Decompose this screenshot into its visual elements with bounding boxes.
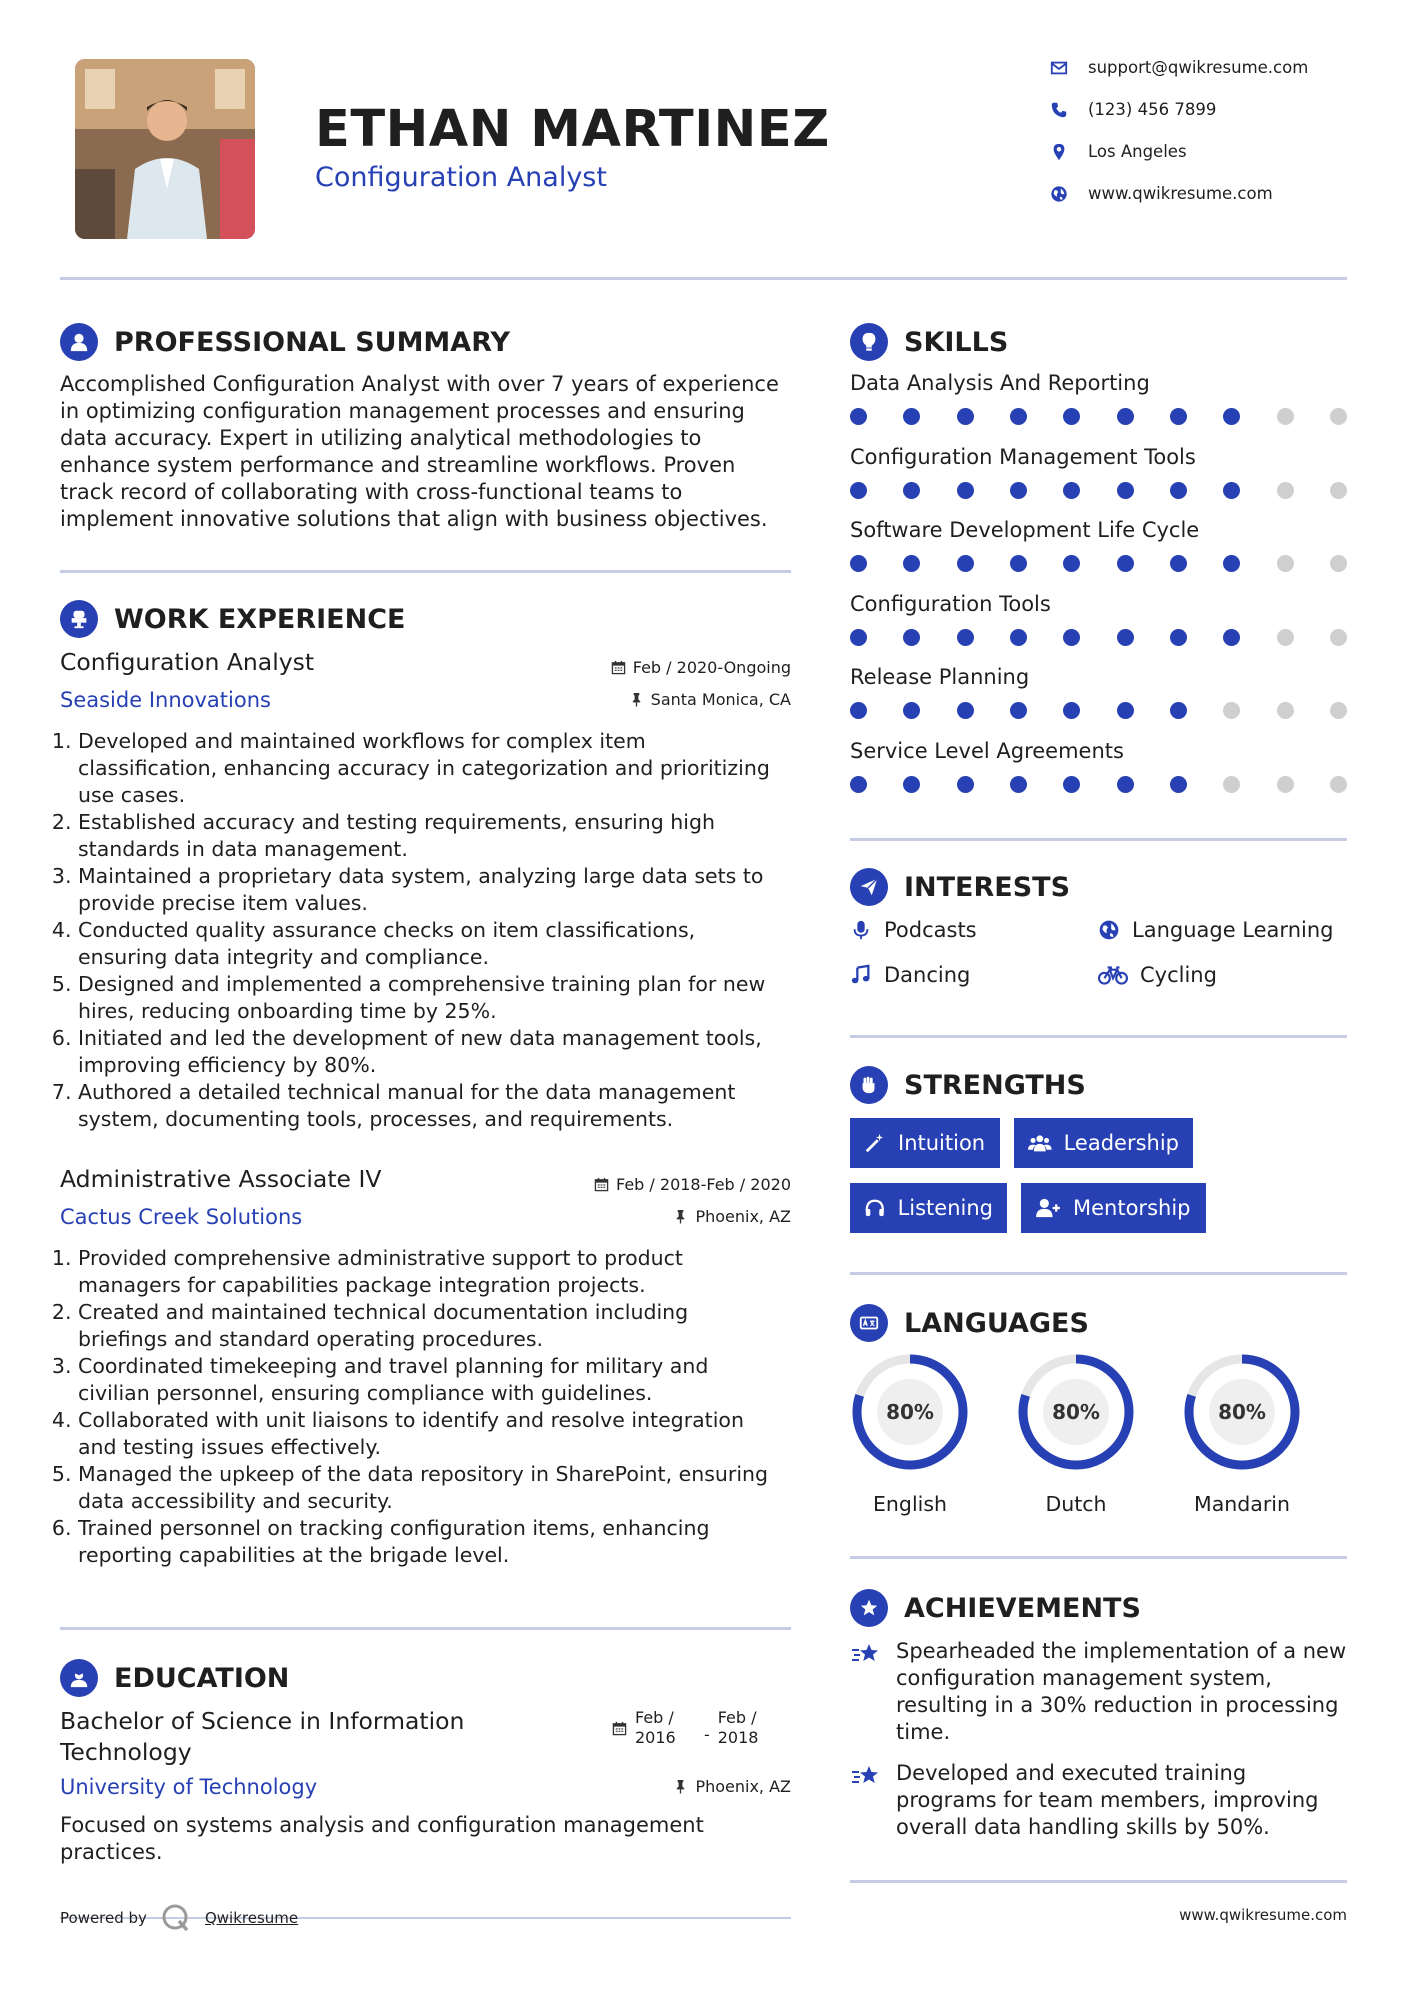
achievements-divider <box>850 1880 1347 1883</box>
languages-heading-text: LANGUAGES <box>904 1307 1089 1339</box>
experience-divider <box>60 1627 791 1630</box>
rating-dot-filled <box>1117 702 1134 719</box>
rating-dot-filled <box>850 776 867 793</box>
interests-heading <box>850 868 1070 906</box>
rating-dot-filled <box>1063 555 1080 572</box>
languages-list <box>840 1350 1360 1520</box>
strength-tag-listening <box>850 1183 1007 1233</box>
rating-dot-filled <box>1117 482 1134 499</box>
skill-row <box>850 518 1347 572</box>
rating-dot-filled <box>957 629 974 646</box>
achievement-item: Developed and executed training programs for team members, improving overall data handling skills by 50%. <box>850 1760 1347 1841</box>
rating-dot-filled <box>1063 629 1080 646</box>
rating-dot-filled <box>1170 702 1187 719</box>
company-name: Cactus Creek Solutions <box>60 1205 303 1229</box>
contact-location <box>1050 142 1187 161</box>
contact-website-text: www.qwikresume.com <box>1088 184 1273 203</box>
rating-dot-filled <box>1010 408 1027 425</box>
rating-dot-filled <box>957 702 974 719</box>
user-icon <box>60 323 98 361</box>
rating-dot-empty <box>1330 555 1347 572</box>
headphones-icon <box>864 1197 886 1219</box>
school-name: University of Technology <box>60 1775 318 1799</box>
rating-dot-filled <box>1063 776 1080 793</box>
rating-dot-filled <box>903 776 920 793</box>
strength-tag-mentorship <box>1021 1183 1206 1233</box>
star-badge-icon <box>850 1589 888 1627</box>
summary-line: in optimizing configuration management processes and ensuring <box>60 399 745 423</box>
rating-dot-empty <box>1223 702 1240 719</box>
ring-percent-label: 80% <box>1218 1400 1266 1424</box>
skill-row <box>850 445 1347 499</box>
skill-name: Configuration Management Tools <box>850 444 1196 469</box>
language-icon <box>850 1304 888 1342</box>
skill-name: Release Planning <box>850 665 1030 689</box>
degree-line: Technology <box>60 1738 192 1766</box>
experience-heading <box>60 600 405 638</box>
rating-dot-filled <box>1010 776 1027 793</box>
profile-photo <box>75 59 255 239</box>
rating-dot-filled <box>1170 482 1187 499</box>
contact-email[interactable] <box>1050 58 1308 77</box>
rating-dot-filled <box>1117 408 1134 425</box>
languages-divider <box>850 1556 1347 1559</box>
summary-line: Accomplished Configuration Analyst with over 7 years of experience <box>60 372 779 396</box>
globe-icon <box>1098 919 1120 941</box>
rating-dot-filled <box>903 555 920 572</box>
rating-dot-filled <box>850 408 867 425</box>
company-name: Seaside Innovations <box>60 688 271 712</box>
ring-percent-label: 80% <box>1052 1400 1100 1424</box>
ring-percent-label: 80% <box>886 1400 934 1424</box>
education-heading <box>60 1659 289 1697</box>
briefcase-icon <box>60 600 98 638</box>
interest-language-learning <box>1098 918 1333 942</box>
skill-rating <box>850 482 1347 499</box>
job-location-text: Phoenix, AZ <box>695 1207 791 1226</box>
education-date-end: Feb / 2018 <box>717 1708 759 1747</box>
rating-dot-filled <box>1010 555 1027 572</box>
summary-line: implement innovative solutions that align with business objectives. <box>60 507 768 531</box>
contact-phone-text: (123) 456 7899 <box>1088 100 1217 119</box>
skill-rating <box>850 408 1347 425</box>
rating-dot-filled <box>1117 629 1134 646</box>
education-location-text: Phoenix, AZ <box>695 1777 791 1796</box>
skill-name: Data Analysis And Reporting <box>850 371 1150 395</box>
skill-name: Configuration Tools <box>850 591 1051 616</box>
paper-plane-icon <box>850 868 888 906</box>
education-location <box>673 1777 791 1796</box>
job-location <box>629 690 791 709</box>
user-plus-icon <box>1035 1197 1061 1219</box>
footer-website[interactable]: www.qwikresume.com <box>1179 1906 1347 1924</box>
duty-item: 6. Trained personnel on tracking configuration items, enhancing reporting capabilities at the brigade level. <box>78 1515 800 1569</box>
rating-dot-filled <box>1010 629 1027 646</box>
rating-dot-empty <box>1277 555 1294 572</box>
job-dates <box>611 658 791 677</box>
candidate-name: ETHAN MARTINEZ <box>315 100 830 159</box>
lightbulb-icon <box>850 323 888 361</box>
skill-rating <box>850 555 1347 572</box>
pushpin-icon <box>673 1779 688 1794</box>
rating-dot-filled <box>1117 555 1134 572</box>
job-dates-text: Feb / 2020-Ongoing <box>632 658 791 677</box>
skill-rating <box>850 702 1347 719</box>
rating-dot-filled <box>957 482 974 499</box>
duty-item: 1. Provided comprehensive administrative support to product managers for capabilities package integration projects. <box>78 1245 800 1299</box>
achievements-heading-text: ACHIEVEMENTS <box>904 1592 1141 1624</box>
interest-label: Dancing <box>884 963 971 987</box>
interest-podcasts <box>850 918 977 942</box>
contact-email-text: support@qwikresume.com <box>1088 58 1309 77</box>
header-divider <box>60 277 1347 280</box>
strengths-heading-text: STRENGTHS <box>904 1069 1086 1101</box>
summary-line: track record of collaborating with cross-functional teams to <box>60 480 683 504</box>
job-dates <box>594 1175 791 1194</box>
language-name: Dutch <box>1045 1492 1107 1516</box>
interest-label: Podcasts <box>884 918 977 942</box>
strength-tag-intuition <box>850 1118 1000 1168</box>
language-progress-ring <box>840 1350 980 1480</box>
duty-item: 3. Maintained a proprietary data system, analyzing large data sets to provide precise item values. <box>78 863 800 917</box>
summary-line: data accuracy. Expert in utilizing analytical methodologies to <box>60 426 702 450</box>
summary-heading <box>60 323 510 361</box>
qwikresume-logo-icon <box>161 1903 191 1933</box>
job-title: Administrative Associate IV <box>60 1165 382 1193</box>
users-icon <box>1028 1132 1052 1154</box>
rating-dot-empty <box>1277 702 1294 719</box>
strength-label: Intuition <box>898 1131 986 1155</box>
skill-row <box>850 592 1347 646</box>
powered-by-text: Powered by <box>60 1909 147 1927</box>
skill-row <box>850 739 1347 793</box>
rating-dot-filled <box>903 702 920 719</box>
job-title: Configuration Analyst <box>60 648 315 676</box>
globe-icon <box>1050 185 1068 203</box>
degree-title <box>60 1706 464 1768</box>
duty-item: 5. Managed the upkeep of the data repository in SharePoint, ensuring data accessibility and security. <box>78 1461 800 1515</box>
rating-dot-empty <box>1330 408 1347 425</box>
strength-label: Mentorship <box>1073 1196 1191 1220</box>
rating-dot-empty <box>1330 776 1347 793</box>
job-duties <box>60 728 800 1133</box>
contact-website[interactable] <box>1050 184 1273 203</box>
rating-dot-filled <box>957 776 974 793</box>
rating-dot-filled <box>1223 555 1240 572</box>
skills-divider <box>850 838 1347 841</box>
duty-item: 2. Established accuracy and testing requirements, ensuring high standards in data management. <box>78 809 800 863</box>
job-duties <box>60 1245 800 1569</box>
skills-heading-text: SKILLS <box>904 326 1009 358</box>
rating-dot-filled <box>1117 776 1134 793</box>
language-progress-ring <box>1006 1350 1146 1480</box>
shooting-star-icon <box>850 1760 882 1792</box>
rating-dot-filled <box>957 408 974 425</box>
rating-dot-filled <box>1223 408 1240 425</box>
summary-heading-text: PROFESSIONAL SUMMARY <box>114 326 511 358</box>
calendar-icon <box>611 660 626 675</box>
duty-item: 7. Authored a detailed technical manual for the data management system, documenting tools, processes, and requirements. <box>78 1079 800 1133</box>
interest-cycling <box>1098 963 1217 987</box>
pushpin-icon <box>629 692 644 707</box>
rating-dot-filled <box>1063 482 1080 499</box>
contact-phone[interactable] <box>1050 100 1216 119</box>
microphone-icon <box>850 919 872 941</box>
education-date-separator: - <box>703 1725 710 1744</box>
duty-item: 3. Coordinated timekeeping and travel planning for military and civilian personnel, ensuring compliance with guidelines. <box>78 1353 800 1407</box>
rating-dot-empty <box>1277 482 1294 499</box>
rating-dot-filled <box>957 555 974 572</box>
rating-dot-filled <box>903 482 920 499</box>
rating-dot-filled <box>1223 482 1240 499</box>
languages-heading <box>850 1304 1089 1342</box>
brand-link[interactable]: Qwikresume <box>204 1909 299 1927</box>
summary-text <box>60 371 800 533</box>
skill-rating <box>850 629 1347 646</box>
rating-dot-empty <box>1330 482 1347 499</box>
duty-item: 6. Initiated and led the development of new data management tools, improving efficiency by 80%. <box>78 1025 800 1079</box>
rating-dot-filled <box>850 629 867 646</box>
rating-dot-filled <box>1170 408 1187 425</box>
pushpin-icon <box>673 1209 688 1224</box>
rating-dot-filled <box>1010 702 1027 719</box>
skills-heading <box>850 323 1008 361</box>
degree-line: Bachelor of Science in Information <box>60 1707 465 1735</box>
language-item <box>1006 1350 1146 1516</box>
interest-label: Cycling <box>1140 963 1217 987</box>
envelope-icon <box>1050 59 1068 77</box>
interests-divider <box>850 1035 1347 1038</box>
rating-dot-filled <box>1010 482 1027 499</box>
rating-dot-filled <box>1170 629 1187 646</box>
strength-label: Listening <box>897 1196 993 1220</box>
rating-dot-filled <box>1063 408 1080 425</box>
magic-wand-icon <box>864 1132 886 1154</box>
summary-line: enhance system performance and streamline workflows. Proven <box>60 453 736 477</box>
skill-name: Service Level Agreements <box>850 738 1124 763</box>
shooting-star-icon <box>850 1638 882 1670</box>
experience-heading-text: WORK EXPERIENCE <box>114 603 406 635</box>
rating-dot-filled <box>1223 629 1240 646</box>
bicycle-icon <box>1098 964 1128 986</box>
education-dates <box>612 1708 758 1748</box>
music-note-icon <box>850 964 872 986</box>
duty-item: 4. Conducted quality assurance checks on item classifications, ensuring data integrity and compliance. <box>78 917 800 971</box>
calendar-icon <box>612 1721 627 1736</box>
achievement-item: Spearheaded the implementation of a new configuration management system, resulting in a 30% reduction in processing time. <box>850 1638 1347 1746</box>
phone-icon <box>1050 101 1068 119</box>
language-item <box>1172 1350 1312 1516</box>
rating-dot-filled <box>903 408 920 425</box>
rating-dot-filled <box>1170 555 1187 572</box>
skill-rating <box>850 776 1347 793</box>
achievements-heading <box>850 1589 1141 1627</box>
language-item <box>840 1350 980 1516</box>
rating-dot-filled <box>1063 702 1080 719</box>
interest-dancing <box>850 963 970 987</box>
language-name: Mandarin <box>1194 1492 1290 1516</box>
summary-divider <box>60 570 791 573</box>
duty-item: 4. Collaborated with unit liaisons to identify and resolve integration and testing issues effectively. <box>78 1407 800 1461</box>
interests-heading-text: INTERESTS <box>904 871 1071 903</box>
language-name: English <box>872 1492 948 1516</box>
rating-dot-filled <box>850 482 867 499</box>
calendar-icon <box>594 1177 609 1192</box>
rating-dot-empty <box>1223 776 1240 793</box>
strength-tag-leadership <box>1014 1118 1193 1168</box>
rating-dot-empty <box>1277 408 1294 425</box>
strength-label: Leadership <box>1063 1131 1179 1155</box>
job-location-text: Santa Monica, CA <box>650 690 791 709</box>
duty-item: 5. Designed and implemented a comprehensive training plan for new hires, reducing onboarding time by 25%. <box>78 971 800 1025</box>
rating-dot-empty <box>1277 776 1294 793</box>
strengths-heading <box>850 1066 1086 1104</box>
job-dates-text: Feb / 2018-Feb / 2020 <box>616 1175 791 1194</box>
strengths-divider <box>850 1272 1347 1275</box>
language-progress-ring <box>1172 1350 1312 1480</box>
candidate-title: Configuration Analyst <box>315 162 607 193</box>
map-pin-icon <box>1050 143 1068 161</box>
education-description: Focused on systems analysis and configuration management practices. <box>60 1813 704 1864</box>
job-location <box>673 1207 791 1226</box>
education-heading-text: EDUCATION <box>114 1662 290 1694</box>
rating-dot-empty <box>1277 629 1294 646</box>
skill-row <box>850 371 1347 425</box>
skill-row <box>850 665 1347 719</box>
skill-name: Software Development Life Cycle <box>850 518 1200 542</box>
rating-dot-filled <box>903 629 920 646</box>
interest-label: Language Learning <box>1132 918 1334 942</box>
rating-dot-filled <box>850 555 867 572</box>
education-date-start: Feb / 2016 <box>635 1708 676 1747</box>
footer-powered-by[interactable] <box>60 1903 298 1933</box>
rating-dot-empty <box>1330 629 1347 646</box>
graduation-icon <box>60 1659 98 1697</box>
duty-item: 2. Created and maintained technical documentation including briefings and standard operating procedures. <box>78 1299 800 1353</box>
rating-dot-empty <box>1330 702 1347 719</box>
duty-item: 1. Developed and maintained workflows for complex item classification, enhancing accuracy in categorization and prioritizing use cases. <box>78 728 800 809</box>
rating-dot-filled <box>850 702 867 719</box>
fist-icon <box>850 1066 888 1104</box>
contact-location-text: Los Angeles <box>1088 142 1187 161</box>
rating-dot-filled <box>1170 776 1187 793</box>
